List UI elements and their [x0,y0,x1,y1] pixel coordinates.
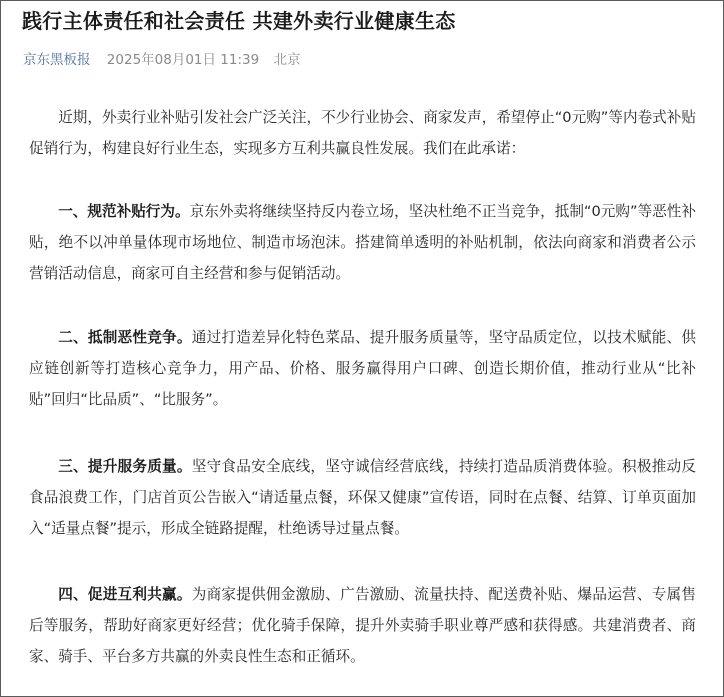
commitment-text-4: 为商家提供佣金激励、广告激励、流量扶持、配送费补贴、爆品运营、专属售后等服务，帮助好商家更好经营；优化骑手保障，提升外卖骑手职业尊严感和获得感。共建消费者、商家、骑手、平台多方共赢的外卖良性生态和正循环。 [29,586,696,665]
commitment-paragraph-1 [29,196,696,289]
intro-paragraph: 近期，外卖行业补贴引发社会广泛关注，不少行业协会、商家发声，希望停止“0元购”等内卷式补贴促销行为，构建良好行业生态，实现多方互利共赢良性发展。我们在此承诺： [29,109,696,157]
publish-location: 北京 [273,52,301,68]
commitment-heading-1: 一、规范补贴行为。 [58,203,190,220]
commitment-heading-3: 三、提升服务质量。 [58,458,192,475]
source-link[interactable]: 京东黑板报 [23,52,91,68]
commitment-heading-2: 二、抵制恶性竞争。 [58,329,192,346]
commitment-paragraph-3 [29,451,696,544]
commitment-paragraph-2 [29,322,696,415]
commitment-heading-4: 四、促进互利共赢。 [58,586,192,603]
commitment-text-3: 坚守食品安全底线，坚守诚信经营底线，持续打造品质消费体验。积极推动反食品浪费工作，门店首页公告嵌入“请适量点餐，环保又健康”宣传语，同时在点餐、结算、订单页面加入“适量点餐”提示，形成全链路提醒，杜绝诱导过量点餐。 [29,458,696,537]
commitment-text-1: 京东外卖将继续坚持反内卷立场，坚决杜绝不正当竞争，抵制“0元购”等恶性补贴，绝不以冲单量体现市场地位、制造市场泡沫。搭建简单透明的补贴机制，依法向商家和消费者公示营销活动信息，商家可自主经营和参与促销活动。 [29,203,696,282]
publish-datetime: 2025年08月01日 11:39 [106,52,260,68]
article-title: 践行主体责任和社会责任 共建外卖行业健康生态 [22,9,456,33]
article-meta [23,48,301,68]
commitment-text-2: 通过打造差异化特色菜品、提升服务质量等，坚守品质定位，以技术赋能、供应链创新等打造核心竞争力，用产品、价格、服务赢得用户口碑、创造长期价值，推动行业从“比补贴”回归“比品质”、“比服务”。 [29,329,696,408]
commitment-paragraph-4 [29,579,696,672]
